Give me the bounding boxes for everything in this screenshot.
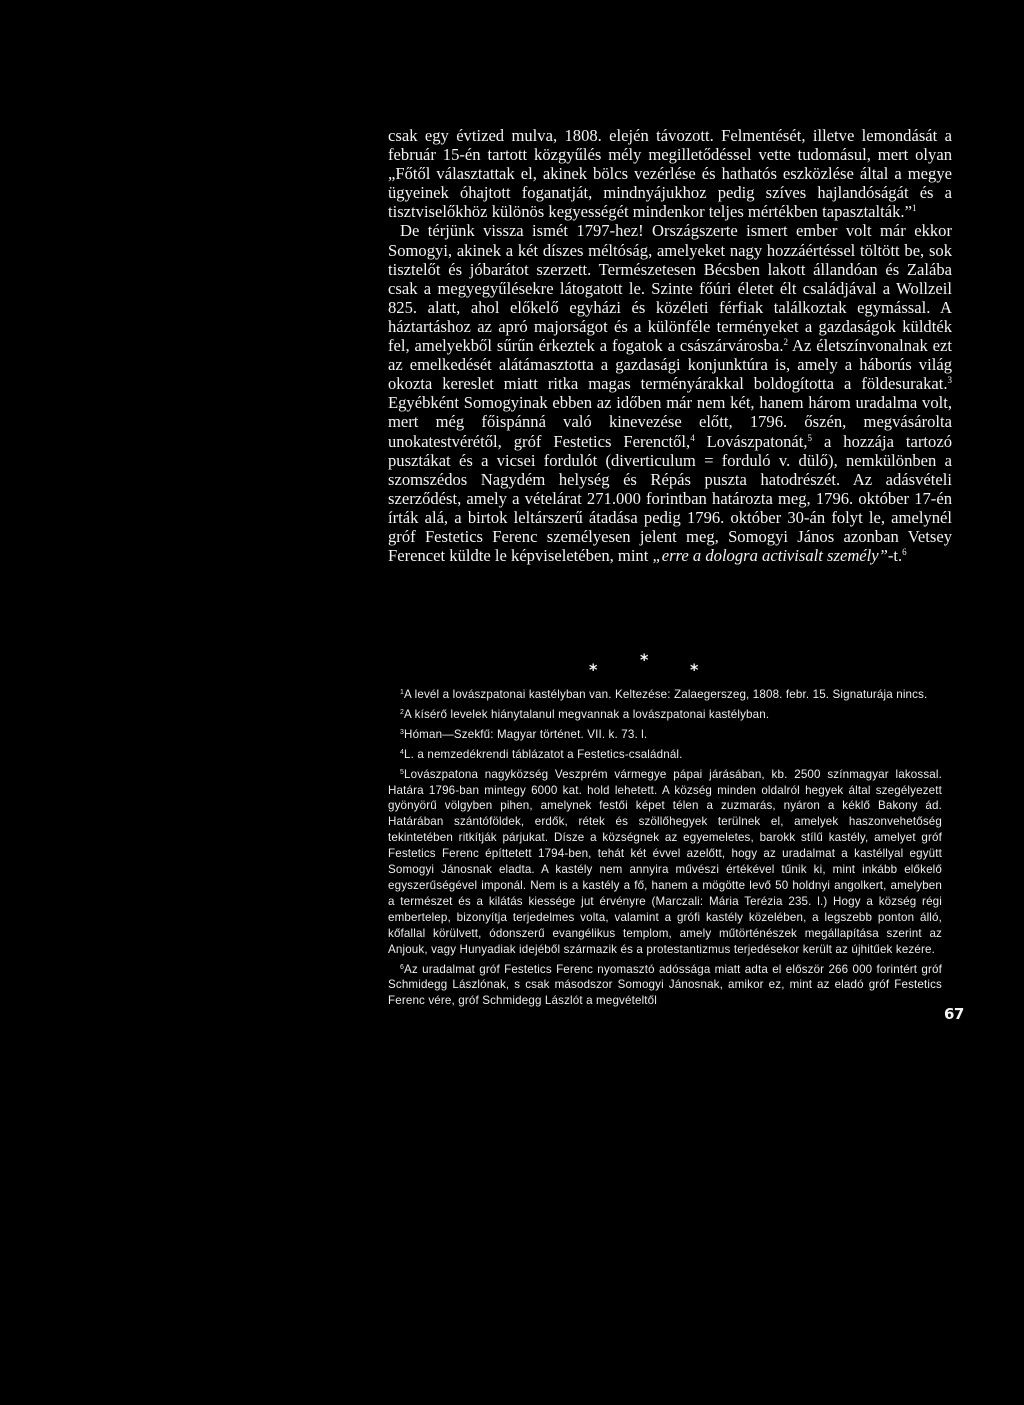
footnote-1 (388, 687, 942, 703)
paragraph-2-part-f: -t. (887, 546, 903, 566)
separator-star-left: * (589, 660, 598, 679)
footnote-ref-1: 1 (911, 203, 917, 214)
section-separator (540, 650, 740, 678)
footnote-6-text: Az uradalmat gróf Festetics Ferenc nyomasztó adóssága miatt adta el először 266 000 forintért gróf Schmidegg Lászlónak, s csak másodszor Somogyi Jánosnak, amikor ez, mint az eladó gróf Festetics Ferenc vére, gróf Schmidegg Lászlót a megvételtől (388, 962, 942, 1008)
footnote-1-text: A levél a lovászpatonai kastélyban van. Keltezése: Zalaegerszeg, 1808. febr. 15. Signaturája nincs. (404, 688, 928, 701)
footnote-2-mark: 2 (400, 708, 405, 716)
paragraph-2-part-d: Lovászpatonát, (694, 431, 808, 451)
footnote-3-mark: 3 (400, 728, 405, 736)
footnote-5-text: Lovászpatona nagyközség Veszprém vármegye pápai járásában, kb. 2500 színmagyar lakossal. Határa 1796-ban mintegy 6000 kat. hold lehetett. A község minden oldalról hegyek által szegélyezett gyönyörű völgyben pihen, amelynek festői képet télen a zuzmarás, nyáron a kéklő Bakony ád. Határában szántóföldek, erdők, rétek és szöllőhegyek terülnek el, amelyek haszonvehetőség tekintetében ritkítják párjukat. Dísze a községnek az egyemeletes, barokk stílű kastély, amelyet gróf Festetics Ferenc építtetett 1794-ben, tehát két évvel azelőtt, hogy az uradalmat a kastéllyal együtt Somogyi Jánosnak eladta. A kastély nem annyira művészi értékével tűnik ki, mint inkább előkelő egyszerűségével imponál. Nem is a kastély a fő, hanem a mögötte levő 50 holdnyi angolkert, amelyben a természet és a kilátás kiessége jut érvényre (Marczali: Mária Terézia 235. l.) Hogy a község régi embertelep, bizonyítja terjedelmes volta, valamint a grófi kastély közelében, a legszebb ponton álló, kőfallal körülvett, ódonszerű evangélikus templom, amely műtörténészek megállapítása szerint az Anjouk, vagy Hunyadiak idejéből származik és a protestantizmus terjedésekor került az újhitűek kezére. (388, 767, 942, 956)
paragraph-2-italic-quote: „erre a dologra activisalt személy” (652, 546, 888, 566)
paragraph-2-part-e: a hozzája tartozó pusztákat és a vicsei fordulót (diverticulum = forduló v. dülő), nemkülönben a szomszédos Nagydém helység és Répás puszta hatodrészét. Az adásvételi szerződést, amely a vételárat 271.000 forintban határozta meg, 1796. október 17-én írták alá, a birtok leltárszerű átadása pedig 1796. október 30-án folyt le, amelynél gróf Festetics Ferenc személyesen jelent meg, Somogyi János azonban Vetsey Ferencet küldte le képviseletében, mint (388, 431, 952, 566)
footnote-4 (388, 747, 942, 763)
footnote-6-mark: 6 (400, 963, 405, 971)
footnote-ref-3: 3 (947, 375, 952, 386)
paragraph-2-part-b: Az életszínvonalnak ezt az emelkedését alátámasztotta a gazdasági konjunktúra is, amely a háborús világ okozta kereslet miatt ritka magas terményárakkal boldogította a földesurakat. (388, 336, 952, 394)
separator-star-top: * (640, 650, 649, 669)
footnotes (388, 687, 942, 1009)
paragraph-2-part-c: Egyébként Somogyinak ebben az időben már nem két, hanem három uradalma volt, mert még főispánná való kinevezése előtt, 1796. őszén, megvásárolta unokatestvérétől, gróf Festetics Ferenctől, (388, 393, 952, 451)
footnote-2 (388, 707, 942, 723)
footnote-3 (388, 727, 942, 743)
footnote-ref-2: 2 (783, 337, 788, 348)
footnote-ref-5: 5 (807, 432, 813, 443)
separator-star-right: * (690, 660, 699, 679)
footnote-5 (388, 767, 942, 958)
paragraph-2 (388, 221, 952, 565)
page-number: 67 (944, 1005, 964, 1023)
footnote-2-text: A kísérő levelek hiánytalanul megvannak a lovászpatonai kastélyban. (404, 707, 770, 721)
footnote-5-mark: 5 (400, 768, 405, 776)
paragraph-1 (388, 126, 952, 221)
footnote-ref-6: 6 (902, 547, 907, 558)
main-text (388, 126, 952, 565)
footnote-ref-4: 4 (690, 432, 695, 443)
footnote-4-text: L. a nemzedékrendi táblázatot a Festetics-családnál. (404, 747, 683, 761)
footnote-6 (388, 962, 942, 1010)
footnote-4-mark: 4 (400, 748, 405, 756)
paragraph-1-text: csak egy évtized mulva, 1808. elején távozott. Felmentését, illetve lemondását a február 15-én tartott közgyűlés mély megilletődéssel vette tudomásul, mert olyan „Főtől választattak el, akinek bölcs vezérlése és hathatós eszközlése által a megye ügyeinek óhajtott foganatját, mindnyájukhoz pedig szíves hajlandóságát és a tisztviselőkhöz különös kegyességét mindenkor teljes mértékben tapasztalták.” (388, 126, 952, 222)
footnote-3-text: Hóman—Szekfű: Magyar történet. VII. k. 73. l. (404, 727, 648, 741)
paragraph-2-part-a: De térjünk vissza ismét 1797-hez! Országszerte ismert ember volt már ekkor Somogyi, akinek a két díszes méltóság, amelyeket nagy hozzáértéssel töltött be, sok tisztelőt és jóbarátot szerzett. Természetesen Bécsben lakott állandóan és Zalába csak a megyegyűlésekre látogatott le. Szinte főúri életet élt családjával a Wollzeil 825. alatt, ahol előkelő egyházi és közéleti férfiak találkoztak egymással. A háztartáshoz az apró majorságot és a különféle terményeket a gazdaságok küldték fel, amelyekből sűrűn érkeztek a fogatok a császárvárosba. (388, 221, 952, 356)
footnote-1-mark: 1 (400, 689, 405, 696)
